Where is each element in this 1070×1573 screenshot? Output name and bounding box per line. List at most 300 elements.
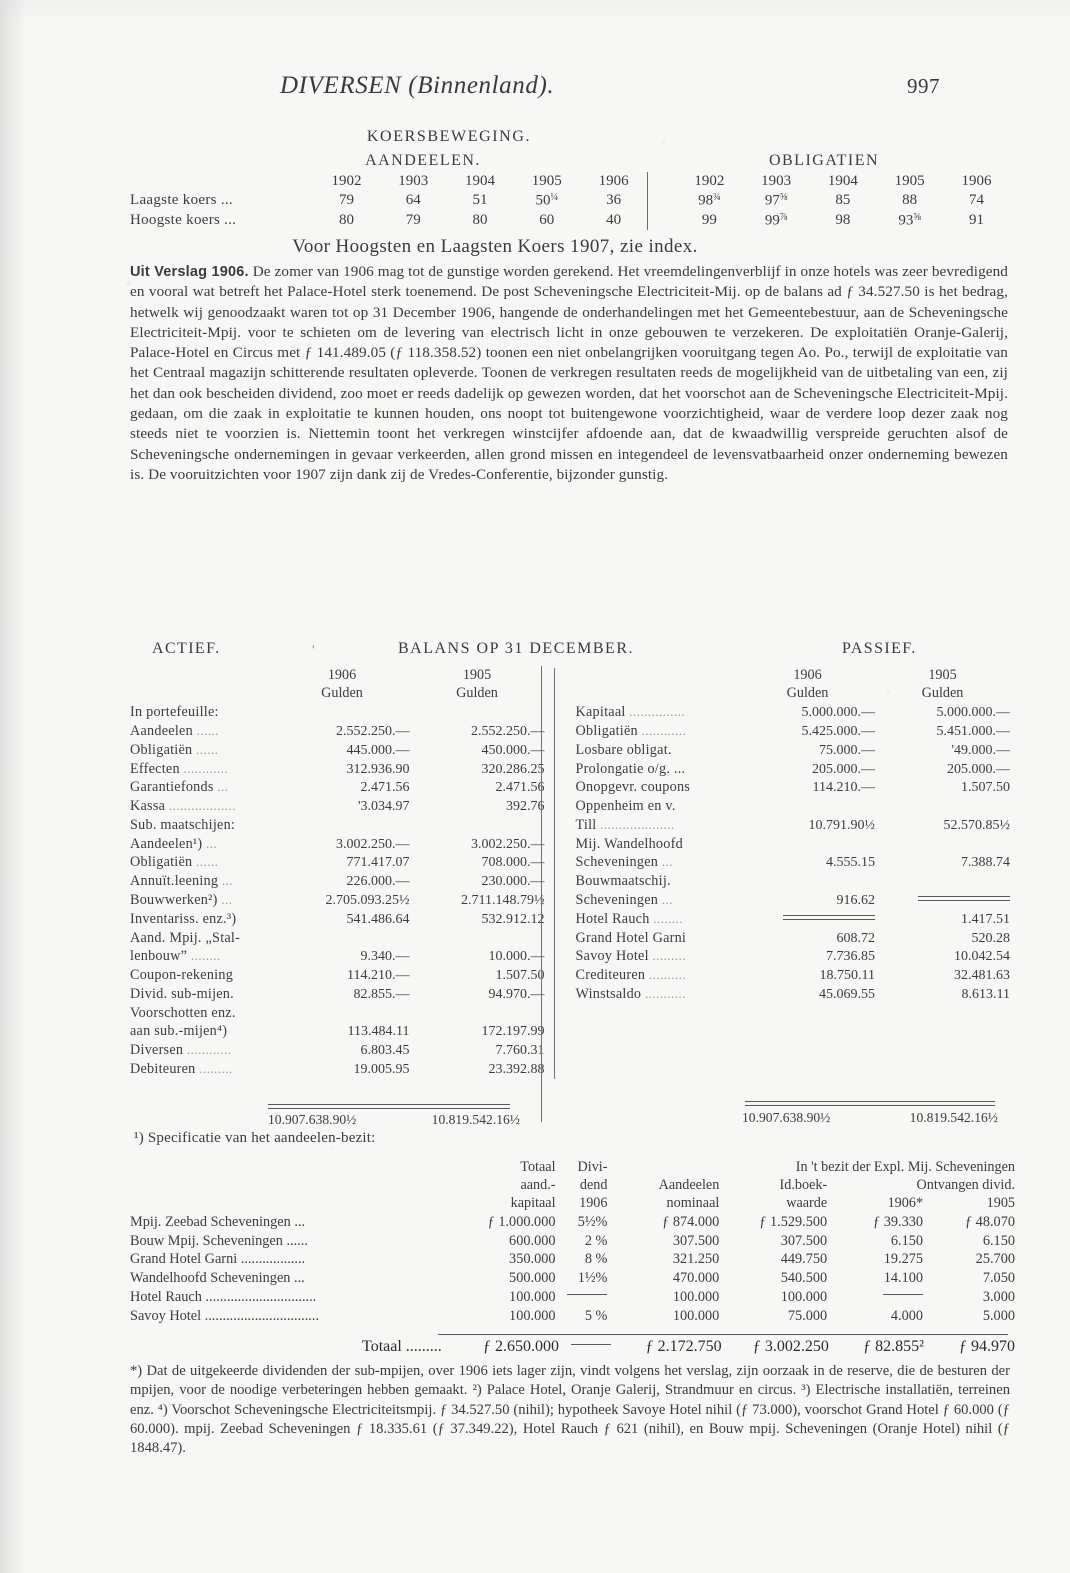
- koers-aandeel-value: 51: [472, 192, 488, 209]
- leader-dots: ...: [202, 836, 218, 851]
- spec-total-wrapper: [130, 1337, 1015, 1356]
- spec-total-div-1905: ƒ 94.970: [959, 1337, 1015, 1355]
- actief-row: [130, 854, 545, 873]
- actief-value-1905: [410, 1004, 545, 1023]
- spec-h3-blank: [130, 1195, 448, 1213]
- actief-total-rule: [268, 1104, 510, 1109]
- passief-unit-1905: Gulden: [921, 685, 964, 702]
- actief-value-1905: 2.711.148.79½: [461, 892, 545, 908]
- spec-nominaal: 100.000: [672, 1307, 720, 1324]
- passief-value-1906: 45.069.55: [819, 986, 875, 1002]
- koers-fraction: ⅝: [779, 192, 788, 203]
- actief-row: [130, 1023, 545, 1042]
- actief-head-years: [130, 666, 545, 685]
- spec-divid-1905: 5.000: [982, 1307, 1015, 1324]
- spec-h3-div-1905: 1905: [986, 1195, 1015, 1212]
- actief-value-1905: 23.392.88: [488, 1062, 545, 1077]
- passief-row-label: Grand Hotel Garni: [575, 929, 687, 946]
- passief-value-1905: [875, 835, 1010, 854]
- spec-divid-1906: ƒ 39.330: [873, 1213, 924, 1230]
- koers-row-divider: [647, 211, 676, 231]
- actief-value-1905: 708.000.—: [481, 855, 545, 871]
- nil-rule: [918, 896, 1010, 901]
- spec-row: [130, 1251, 1015, 1270]
- spec-total-row: [130, 1337, 1015, 1356]
- passief-unit-1906: Gulden: [786, 685, 829, 702]
- spec-h2-aand: aand.-: [520, 1176, 556, 1193]
- actief-totals-row: [268, 1112, 520, 1128]
- balans-tick-mark: ': [312, 642, 316, 657]
- nil-dash: [883, 1294, 923, 1296]
- passief-value-1906: [740, 873, 875, 892]
- passief-row: [576, 873, 1011, 892]
- spec-h2-blank: [130, 1176, 448, 1194]
- leader-dots: ...............: [625, 705, 686, 720]
- passief-row: [576, 779, 1011, 798]
- balans-actief-title: ACTIEF.: [152, 640, 221, 657]
- passief-value-1905: [875, 873, 1010, 892]
- actief-head-units: [130, 685, 545, 704]
- actief-value-1906: 114.210.—: [347, 968, 410, 984]
- spec-row: [130, 1288, 1015, 1307]
- specificatie-title: ¹) Specificatie van het aandeelen-bezit:: [134, 1130, 376, 1146]
- leader-dots: ...........: [641, 986, 686, 1001]
- leader-dots: .........: [195, 1062, 233, 1076]
- passief-row: [576, 910, 1011, 929]
- actief-head-year-1905: 1905: [462, 666, 492, 683]
- passief-value-1906: [740, 835, 875, 854]
- spec-boekwaarde: 75.000: [787, 1307, 828, 1324]
- spec-h2-ontvangen: Ontvangen divid.: [916, 1176, 1015, 1193]
- passief-value-1906: 4.555.15: [826, 855, 875, 871]
- spec-h1-divi: Divi-: [577, 1158, 608, 1175]
- spec-company-name: Grand Hotel Garni ..................: [130, 1251, 306, 1268]
- leader-dots: ...: [213, 780, 229, 795]
- balans-actief-table: [130, 666, 545, 1079]
- spec-total-boekwaarde: ƒ 3.002.250: [752, 1337, 829, 1355]
- koers-group-headings: [130, 152, 1010, 170]
- passief-value-1905: 5.451.000.—: [936, 723, 1010, 739]
- spec-kapitaal: 500.000: [509, 1270, 556, 1287]
- actief-value-1906: 2.552.250.—: [336, 723, 410, 739]
- spec-h3-div-1906: 1906*: [887, 1195, 924, 1212]
- spec-total-rule: [438, 1334, 1008, 1335]
- leader-dots: ......: [192, 742, 219, 757]
- actief-value-1906: 541.486.64: [346, 911, 410, 927]
- koers-aandeel-value: $50^{\frac{1}{4}}$: [535, 192, 559, 209]
- spec-h2-boek: Id.boek-: [779, 1176, 828, 1193]
- spec-h3-kapitaal: kapitaal: [510, 1195, 556, 1212]
- passief-value-1905: 52.570.85½: [943, 817, 1010, 833]
- koers-row-divider: [647, 191, 676, 211]
- actief-value-1905: 10.000.—: [488, 949, 545, 965]
- koers-year-o-0: 1902: [694, 173, 725, 189]
- koers-obligatie-value: 91: [969, 211, 985, 228]
- passief-row: [576, 854, 1011, 873]
- passief-head-year-1906: 1906: [793, 666, 822, 683]
- passief-head-years: [576, 666, 1011, 685]
- actief-unit-1905: Gulden: [456, 685, 498, 702]
- spec-company-name: Hotel Rauch ...............................: [130, 1288, 317, 1305]
- koers-year-a-3: 1905: [531, 173, 562, 189]
- passief-value-1905: 205.000.—: [947, 761, 1010, 777]
- actief-row-label: Voorschotten enz.: [130, 1004, 236, 1021]
- passief-row: [576, 741, 1011, 760]
- verslag-heading: Uit Verslag 1906.: [130, 264, 249, 280]
- passief-row-label: Mij. Wandelhoofd: [575, 835, 683, 852]
- koers-aandeel-value: 79: [338, 192, 354, 209]
- actief-row-label: Annuït.leening ...: [130, 873, 234, 890]
- passief-value-1906: 916.62: [836, 892, 875, 908]
- passief-row: [576, 760, 1011, 779]
- actief-value-1906: 445.000.—: [346, 742, 410, 758]
- passief-value-1905: 520.28: [971, 930, 1010, 946]
- leader-dots: ...: [217, 892, 233, 907]
- actief-row: [130, 835, 545, 854]
- actief-head-year-1906: 1906: [327, 666, 357, 683]
- passief-value-1906: 114.210.—: [812, 780, 875, 796]
- actief-row-label: Obligatiën ......: [130, 741, 219, 758]
- koers-aandeel-value: 79: [405, 211, 421, 228]
- koers-column-divider: [647, 172, 676, 191]
- actief-row-label: Aandeelen¹) ...: [130, 835, 218, 852]
- spec-divid-1905: ƒ 48.070: [964, 1213, 1015, 1230]
- spec-company-name: Savoy Hotel ................................: [130, 1307, 320, 1324]
- spec-kapitaal: 100.000: [509, 1307, 556, 1324]
- actief-value-1906: 3.002.250.—: [336, 836, 410, 852]
- leader-dots: .........: [648, 949, 687, 964]
- spec-kapitaal: 600.000: [509, 1232, 556, 1249]
- actief-row: [130, 797, 545, 816]
- actief-row: [130, 910, 545, 929]
- spec-total-label: Totaal .........: [362, 1337, 442, 1355]
- actief-row-label: Garantiefonds ...: [130, 779, 229, 796]
- actief-value-1905: 7.760.31: [495, 1043, 545, 1059]
- koers-aandeel-value: 40: [606, 211, 622, 228]
- spec-body: [130, 1213, 1015, 1326]
- actief-value-1906: 771.417.07: [346, 855, 410, 871]
- actief-head-blank: [130, 666, 275, 685]
- actief-row-label: Coupon-rekening: [130, 967, 234, 984]
- spec-row: [130, 1270, 1015, 1289]
- spec-row: [130, 1213, 1015, 1232]
- specificatie-table-wrapper: [130, 1158, 1015, 1326]
- passief-row: [576, 891, 1011, 910]
- actief-row: [130, 741, 545, 760]
- leader-dots: ............: [183, 1043, 232, 1058]
- actief-row-label: Diversen ............: [130, 1042, 232, 1059]
- group-heading-aandeelen: AANDEELEN.: [365, 152, 481, 169]
- koers-row: [130, 211, 1010, 231]
- passief-row: [576, 797, 1011, 816]
- spec-divid-1906: [827, 1288, 923, 1307]
- passief-value-1906: 10.791.90½: [808, 817, 875, 833]
- actief-value-1905: 320.286.25: [481, 761, 545, 777]
- spec-h1-totaal: Totaal: [520, 1158, 556, 1175]
- actief-value-1906: 19.005.95: [353, 1062, 410, 1077]
- passief-value-1905: 1.417.51: [961, 911, 1010, 927]
- koers-year-o-4: 1906: [961, 173, 992, 189]
- passief-row-label: Oppenheim en v.: [575, 798, 676, 815]
- actief-row: [130, 985, 545, 1004]
- spec-row: [130, 1232, 1015, 1251]
- passief-row: [576, 816, 1011, 835]
- actief-row-label: Aandeelen ......: [130, 722, 219, 739]
- balans-passief-column: [576, 666, 1011, 1079]
- spec-company-name: Mpij. Zeebad Scheveningen ...: [130, 1213, 306, 1230]
- spec-nominaal: 470.000: [672, 1270, 720, 1287]
- actief-row-label: Kassa ..................: [130, 798, 236, 815]
- document-title: DIVERSEN (Binnenland).: [280, 72, 555, 99]
- spec-total-div-1906: ƒ 82.855²: [863, 1337, 924, 1355]
- actief-row: [130, 816, 545, 835]
- leader-dots: ............: [637, 723, 687, 738]
- actief-row: [130, 967, 545, 986]
- passief-value-1906: 18.750.11: [819, 968, 875, 984]
- actief-row-label: Debiteuren .........: [130, 1061, 233, 1077]
- passief-totals-row: [742, 1110, 998, 1126]
- passief-row-label: Savoy Hotel .........: [575, 948, 687, 965]
- actief-row: [130, 1042, 545, 1061]
- actief-value-1906: [275, 704, 410, 723]
- koers-row-label: Laagste koers ...: [130, 192, 233, 209]
- passief-value-1906: [740, 910, 875, 929]
- actief-row: [130, 1060, 545, 1079]
- koers-row: [130, 191, 1010, 211]
- balans-section: [130, 640, 1010, 1079]
- actief-row: [130, 779, 545, 798]
- koers-obligatie-value: 88: [902, 192, 918, 209]
- passief-row-label: Till ....................: [575, 816, 675, 833]
- balans-headings: [130, 640, 1010, 662]
- koers-obligatie-value: $97^{\frac{5}{8}}$: [764, 192, 788, 209]
- spec-boekwaarde: 100.000: [780, 1288, 828, 1305]
- page-number: 997: [907, 74, 940, 98]
- spec-kapitaal: 100.000: [509, 1288, 556, 1305]
- koers-year-o-2: 1904: [827, 173, 858, 189]
- actief-value-1905: 450.000.—: [481, 742, 545, 758]
- koers-fraction: ⅞: [779, 211, 788, 223]
- koers-aandeel-value: 64: [405, 192, 421, 209]
- koers-obligatie-value: $98^{\frac{3}{4}}$: [698, 192, 721, 209]
- passief-row-label: Scheveningen ...: [575, 854, 673, 871]
- balans-passief-table: [576, 666, 1011, 1004]
- actief-value-1906: '3.034.97: [357, 799, 410, 815]
- spec-dividend: 1½%: [577, 1270, 608, 1287]
- actief-row-label: Obligatiën ......: [130, 854, 219, 871]
- koers-year-a-4: 1906: [598, 173, 629, 189]
- leader-dots: ..........: [645, 968, 687, 983]
- passief-value-1906: 5.425.000.—: [801, 723, 875, 739]
- leader-dots: ......: [192, 855, 219, 870]
- spec-divid-1905: 7.050: [982, 1270, 1015, 1287]
- spec-h2-dend: dend: [579, 1176, 608, 1193]
- actief-row-label: Aand. Mpij. „Stal-: [130, 929, 241, 946]
- actief-total-1905: 10.819.542.16½: [431, 1112, 520, 1127]
- passief-value-1906: 5.000.000.—: [801, 705, 875, 721]
- actief-value-1906: 226.000.—: [346, 874, 410, 890]
- koers-obligatie-value: 98: [835, 211, 851, 228]
- actief-value-1906: 2.705.093.25½: [325, 892, 410, 908]
- passief-row: [576, 722, 1011, 741]
- spec-divid-1906: 14.100: [883, 1270, 924, 1287]
- actief-unit-1906: Gulden: [321, 685, 363, 702]
- balans-center-title: BALANS OP 31 DECEMBER.: [398, 640, 634, 657]
- koers-index-note: Voor Hoogsten en Laagsten Koers 1907, zie index.: [292, 236, 698, 257]
- actief-value-1906: 113.484.11: [347, 1024, 410, 1040]
- passief-value-1905: 7.388.74: [961, 855, 1010, 871]
- leader-dots: ............: [179, 761, 229, 776]
- spec-nominaal: 307.500: [672, 1232, 720, 1249]
- koers-obligatie-value: $93^{\frac{5}{8}}$: [898, 211, 921, 228]
- spec-h3-1906: 1906: [579, 1195, 608, 1212]
- koers-year-a-0: 1902: [331, 173, 362, 189]
- spec-divid-1906: 4.000: [890, 1307, 924, 1324]
- actief-row: [130, 891, 545, 910]
- koers-obligatie-value: 74: [969, 192, 985, 209]
- passief-total-1906: 10.907.638.90½: [742, 1110, 831, 1125]
- koers-header-row: [130, 172, 1010, 191]
- spec-nominaal: ƒ 874.000: [662, 1213, 720, 1230]
- koers-year-a-1: 1903: [398, 173, 429, 189]
- spec-dividend: 8 %: [584, 1251, 608, 1268]
- spec-h2-aandeelen: Aandeelen: [658, 1176, 720, 1193]
- nil-rule: [783, 915, 875, 920]
- passief-value-1905: 5.000.000.—: [936, 705, 1010, 721]
- koers-year-o-1: 1903: [761, 173, 792, 189]
- spec-dividend: 5½%: [577, 1213, 608, 1230]
- spec-dividend: 2 %: [584, 1232, 608, 1249]
- spec-divid-1906: 19.275: [883, 1251, 924, 1268]
- balans-passief-title: PASSIEF.: [842, 640, 917, 657]
- koersbeweging-heading: KOERSBEWEGING.: [366, 128, 532, 145]
- balans-actief-column: [130, 666, 545, 1079]
- passief-row-label: Crediteuren ..........: [575, 967, 687, 984]
- actief-value-1905: 392.76: [506, 799, 545, 815]
- actief-row: [130, 704, 545, 723]
- passief-row-label: Winstsaldo ...........: [575, 985, 686, 1002]
- leader-dots: ...: [658, 855, 673, 870]
- actief-row: [130, 760, 545, 779]
- spec-divid-1905: 25.700: [975, 1251, 1015, 1268]
- leader-dots: ....................: [596, 817, 675, 832]
- actief-row-label: Effecten ............: [130, 760, 229, 777]
- actief-row-label: lenbouw” ........: [130, 948, 221, 965]
- koers-aandeel-value: 36: [606, 192, 622, 209]
- passief-value-1905: 8.613.11: [961, 986, 1010, 1002]
- spec-boekwaarde: 307.500: [780, 1232, 828, 1249]
- actief-value-1906: 2.471.56: [360, 780, 410, 796]
- passief-row: [576, 985, 1011, 1004]
- actief-unit-blank: [130, 685, 275, 704]
- passief-row-label: Hotel Rauch ........: [575, 910, 684, 927]
- passief-head-year-1905: 1905: [928, 666, 957, 683]
- spec-total-kapitaal: ƒ 2.650.000: [482, 1337, 559, 1355]
- actief-value-1906: [275, 1004, 410, 1023]
- passief-value-1905: 1.507.50: [961, 780, 1010, 796]
- passief-value-1906: 7.736.85: [826, 949, 875, 965]
- spec-h1-bezit: In 't bezit der Expl. Mij. Scheveningen: [795, 1158, 1015, 1175]
- passief-row-label: Kapitaal ...............: [575, 704, 686, 721]
- passief-row: [576, 929, 1011, 948]
- spec-h3-waarde: waarde: [786, 1195, 828, 1212]
- actief-value-1905: [410, 929, 545, 948]
- spec-company-name: Bouw Mpij. Scheveningen ......: [130, 1232, 308, 1249]
- spec-dividend: 5 %: [584, 1307, 608, 1324]
- actief-value-1905: 94.970.—: [488, 986, 545, 1002]
- spec-nominaal: 100.000: [672, 1288, 720, 1305]
- passief-value-1905: [875, 891, 1010, 910]
- actief-row: [130, 929, 545, 948]
- koers-year-a-2: 1904: [465, 173, 495, 189]
- actief-row: [130, 722, 545, 741]
- actief-value-1906: 6.803.45: [360, 1043, 410, 1059]
- actief-row: [130, 948, 545, 967]
- spec-divid-1906: 6.150: [890, 1232, 924, 1249]
- koers-obligatie-value: $99^{\frac{7}{8}}$: [764, 211, 788, 228]
- passief-value-1905: 32.481.63: [954, 968, 1010, 984]
- actief-value-1906: 312.936.90: [346, 761, 410, 777]
- koers-row-label: Hoogste koers ...: [130, 211, 237, 228]
- actief-value-1906: 82.855.—: [353, 986, 410, 1002]
- leader-dots: ......: [192, 723, 219, 738]
- passief-row-label: Bouwmaatschij.: [575, 873, 671, 890]
- spec-kapitaal: ƒ 1.000.000: [487, 1213, 556, 1230]
- koers-body: [130, 191, 1010, 230]
- koers-fraction: ¾: [713, 192, 721, 203]
- spec-boekwaarde: 449.750: [780, 1251, 828, 1268]
- passief-head-blank: [576, 666, 741, 685]
- koers-fraction: ⅝: [913, 211, 921, 223]
- actief-value-1906: [275, 929, 410, 948]
- actief-row-label: Inventariss. enz.³): [130, 910, 237, 927]
- actief-row-label: aan sub.-mijen⁴): [130, 1023, 228, 1040]
- actief-row-label: In portefeuille:: [130, 704, 219, 721]
- verslag-paragraph: [130, 262, 1008, 485]
- koers-fraction: ¼: [550, 192, 559, 203]
- passief-value-1905: 10.042.54: [954, 949, 1010, 965]
- koers-aandeel-value: 60: [539, 211, 555, 228]
- spec-divid-1905: 6.150: [982, 1232, 1015, 1249]
- spec-total-table: [130, 1337, 1015, 1356]
- actief-row: [130, 873, 545, 892]
- spec-h1-blank: [130, 1158, 448, 1176]
- passief-value-1905: [875, 797, 1010, 816]
- balans-vertical-divider: [554, 668, 567, 1079]
- actief-row-label: Sub. maatschijen:: [130, 816, 236, 833]
- nil-dash: [567, 1294, 607, 1296]
- passief-row-label: Onopgevr. coupons: [575, 779, 691, 796]
- passief-value-1906: [740, 797, 875, 816]
- koers-aandeel-value: 80: [338, 211, 354, 228]
- specificatie-table: [130, 1158, 1015, 1326]
- actief-row: [130, 1004, 545, 1023]
- passief-row: [576, 967, 1011, 986]
- actief-value-1905: 2.471.56: [495, 780, 545, 796]
- passief-row-label: Prolongatie o/g. ...: [575, 760, 686, 777]
- spec-row: [130, 1307, 1015, 1326]
- passief-value-1905: '49.000.—: [951, 742, 1010, 758]
- spec-header-line-2: [130, 1176, 1015, 1194]
- actief-value-1905: 172.197.99: [481, 1024, 545, 1040]
- spec-total-nominaal: ƒ 2.172.750: [645, 1337, 722, 1355]
- koers-year-o-3: 1905: [894, 173, 925, 189]
- spec-header-line-3: [130, 1195, 1015, 1213]
- spec-h3-nominaal: nominaal: [666, 1195, 720, 1212]
- leader-dots: ........: [649, 911, 684, 926]
- spec-divid-1905: 3.000: [982, 1288, 1015, 1305]
- actief-value-1905: 532.912.12: [481, 911, 545, 927]
